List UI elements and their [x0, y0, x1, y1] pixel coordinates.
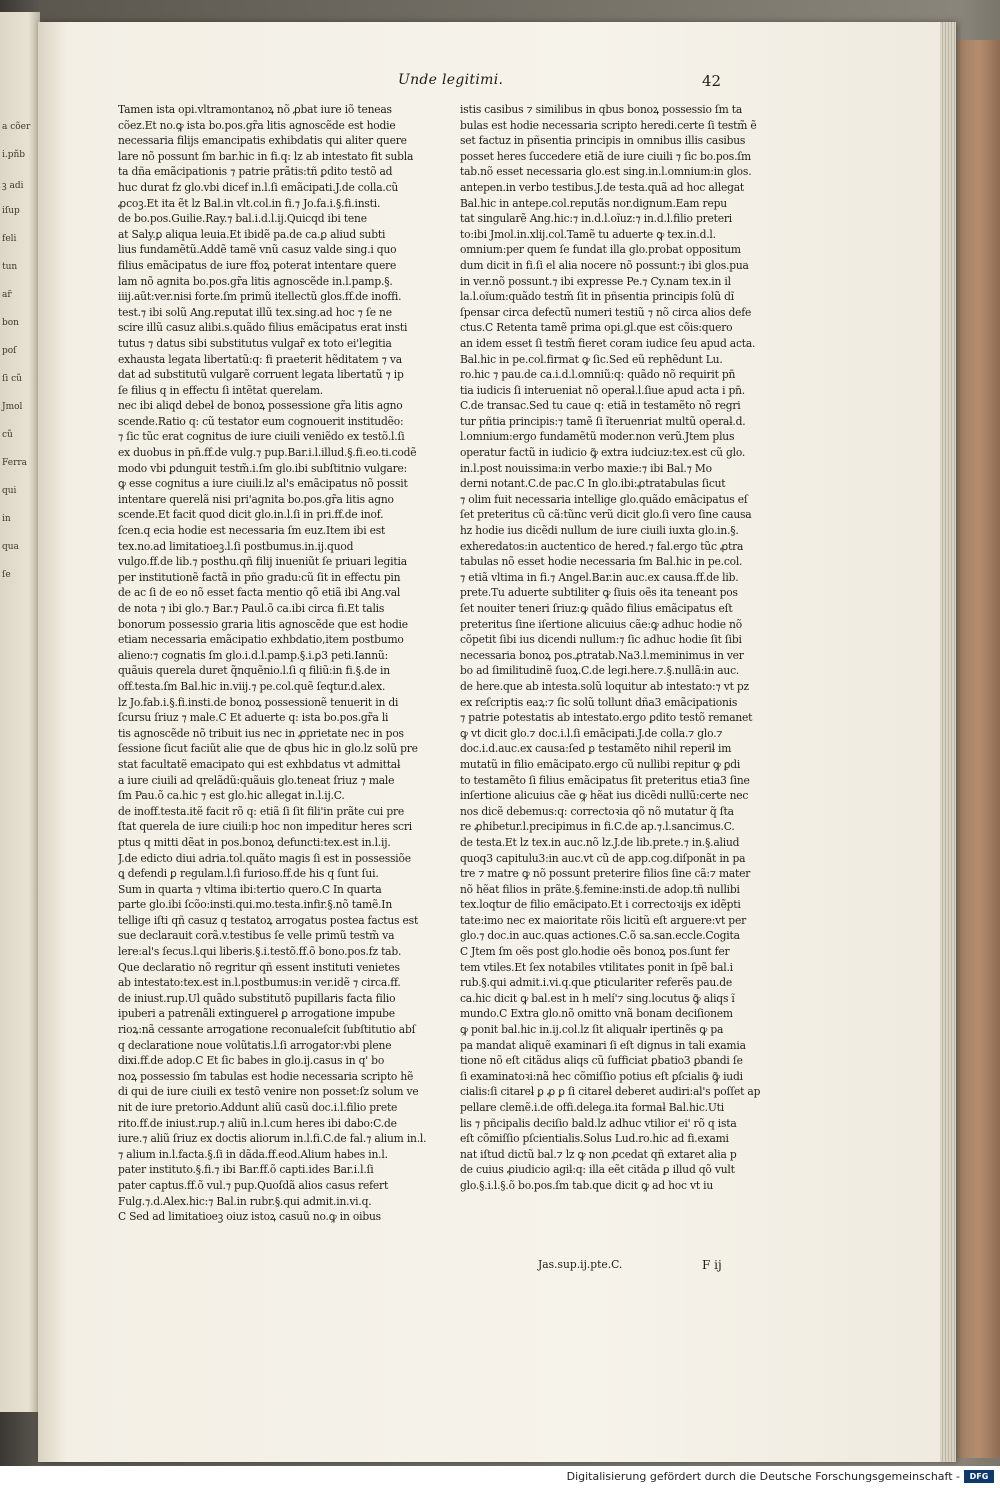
text-line: tutus ⁊ datus sibi substitutus vulgar̃ ex toto ei'legitia: [118, 336, 392, 350]
text-line: to testamẽto ſi filius emãcipatus ſit preteritus etia3 ſine: [460, 773, 750, 787]
text-line: nõ hẽat filios in prãte.§.femine:insti.de adop.tñ nullibi: [460, 882, 740, 896]
margin-fragment: ſe: [2, 570, 11, 580]
text-line: etiam necessaria emãcipatio exhbdatio,item postbumo: [118, 633, 404, 647]
text-line: scende.Ratio q: cũ testator eum cognouerit institudẽo:: [118, 414, 404, 428]
text-line: nat iſtud dictũ bal.⁊ lz ꝙ non ꝓcedat qñ extaret alia p: [460, 1147, 737, 1161]
text-line: to:ibi Jmol.in.xlij.col.Tamẽ tu aduerte ꝙ tex.in.d.l.: [460, 227, 716, 241]
text-line: lam nõ agnita bo.pos.gr̃a litis agnoscẽde in.l.pamp.§.: [118, 274, 393, 288]
text-line: iiij.aũt:ver.nisi forte.ſm primũ itellectũ glos.ff.de inoffi.: [118, 290, 402, 304]
text-line: ipuberi a patrenãli extinguereƚ ꝑ arrogatione impube: [118, 1007, 395, 1021]
text-line: ro.hic ⁊ pau.de ca.i.d.l.omniũ:q: quãdo nõ requirit pn̄: [460, 368, 736, 382]
margin-fragment: ar̃: [2, 290, 12, 300]
margin-fragment: in: [2, 514, 11, 524]
text-line: istis casibus ⁊ similibus in qbus bonoꝝ possessio ſm ta: [460, 103, 743, 116]
text-line: tione nõ eſt citãdus aliqs cũ ſufficiat ꝑbatio3 ꝑbandi ſe: [460, 1054, 743, 1068]
text-line: tabulas nõ esset hodie necessaria ſm Bal.hic in pe.col.: [460, 555, 743, 569]
text-line: ꝓcoꝫ.Et ita ẽt lz Bal.in vlt.col.in fi.⁊ Jo.fa.i.§.fi.insti.: [118, 196, 381, 210]
text-line: re ꝓhibetur.l.precipimus in fi.C.de ap.⁊.l.sancimus.C.: [460, 820, 735, 834]
margin-fragment: Ferra: [2, 458, 28, 468]
text-line: bo ad ſimilitudinẽ ſuoꝝ.C.de legi.here.⁊.§.nullã:in auc.: [460, 664, 740, 678]
text-line: pater instituto.§.fi.⁊ ibi Bar.ff.õ capti.ides Bar.i.l.ſi: [118, 1163, 374, 1177]
text-line: J.de edicto diui adria.tol.quãto magis ſi est in possessiõe: [118, 851, 411, 865]
text-line: ⁊ patrie potestatis ab intestato.ergo ꝑdito testõ remanet: [460, 711, 753, 725]
text-line: ꝙ esse cognitus a iure ciuili.lz al's emãcipatus nõ possit: [118, 477, 408, 491]
text-line: C Jtem ſm oẽs post glo.hodie oẽs bonoꝝ pos.ſunt fer: [460, 945, 730, 959]
text-line: quãuis querela duret q̃nquẽnio.l.ſi q filiũ:in fi.§.de in: [118, 664, 390, 678]
text-line: tia iudicis ſi interueniat nõ operaƚ.l.ſiue apud acta i pn̄.: [460, 383, 746, 397]
text-line: de bo.pos.Guilie.Ray.⁊ bal.i.d.l.ij.Quicqd ibi tene: [118, 212, 367, 226]
text-line: rito.ff.de iniust.rup.⁊ aliũ in.l.cum heres ibi dabo:C.de: [118, 1116, 397, 1130]
dfg-logo: DFG: [964, 1470, 994, 1483]
right-text-column: [460, 102, 778, 1194]
text-line: ex duobus in pn̄.ff.de vulg.⁊ pup.Bar.i.l.illud.§.fi.eo.ti.codẽ: [118, 446, 417, 460]
margin-fragment: a cõer: [2, 122, 31, 132]
margin-fragment: iſup: [2, 206, 20, 216]
text-line: ſi examinatoꝛi:nã hec cõmiſſio potius eſt ꝑſcialis ꝙ̃ iudi: [460, 1069, 743, 1083]
text-line: Sum in quarta ⁊ vltima ibi:tertio quero.C In quarta: [118, 882, 382, 896]
text-line: lis ⁊ pñcipalis deciſio bald.lz adhuc vtilior ei' rõ q ista: [460, 1116, 737, 1130]
text-line: at Saly.ꝑ aliqua leuia.Et ibidẽ pa.de ca.ꝑ aliud subti: [118, 227, 386, 241]
text-line: in.l.post nouissima:in verbo maxie:⁊ ibi Bal.⁊ Mo: [460, 461, 712, 475]
text-line: tex.loqtur de filio emãcipato.Et i correctoꝛijs ex idẽpti: [460, 898, 741, 912]
margin-fragment: Jmol: [2, 402, 23, 412]
text-line: stat facultatẽ emacipato qui est exhbdatus vt admittaƚ: [118, 757, 401, 771]
text-line: Bal.hic in antepe.col.reputãs nor.dignum.Eam repu: [460, 196, 727, 210]
text-line: ſcursu ſriuz ⁊ male.C Et aduerte q: ista bo.pos.gr̃a li: [118, 711, 389, 725]
text-line: necessaria filijs emancipatis exhibdatis qui aliter quere: [118, 134, 407, 148]
text-line: tre ⁊ matre ꝙ nõ possunt preterire filios ſine cã:⁊ mater: [460, 867, 751, 881]
text-line: preteritus ſine iſertione alicuius cãe:ꝙ adhuc hodie nõ: [460, 617, 742, 631]
text-line: alieno:⁊ cognatis ſm glo.i.d.l.pamp.§.i.ꝑ3 peti.Iannũ:: [118, 648, 388, 662]
text-line: ⁊ ſic tũc erat cognitus de iure ciuili veniẽdo ex testõ.l.ſi: [118, 430, 405, 444]
text-line: Fulg.⁊.d.Alex.hic:⁊ Bal.in rubr.§.qui admit.in.vi.q.: [118, 1194, 372, 1208]
text-line: Que declaratio nõ regritur qñ essent instituti venietes: [118, 960, 400, 974]
text-line: dat ad substitutũ vulgarẽ corruent legata libertatũ ⁊ ip: [118, 368, 404, 382]
text-line: off.testa.ſm Bal.hic in.viij.⁊ pe.col.quẽ ſeqtur.d.alex.: [118, 679, 386, 693]
text-line: ꝙ ponit bal.hic in.ij.col.lz ſit aliquaƚr ipertinẽs ꝙ pa: [460, 1023, 724, 1037]
text-line: nos dicẽ debemus:q: correctoꝛia qõ nõ mutatur q̃ ſta: [460, 804, 734, 818]
text-line: pa mandat aliquẽ examinari ſi eſt dignus in tali examia: [460, 1038, 746, 1052]
margin-fragment: cũ: [2, 430, 13, 440]
margin-fragment: i.pñb: [2, 150, 26, 160]
text-line: test.⁊ ibi solũ Ang.reputat illũ tex.sing.ad hoc ⁊ ſe ne: [118, 305, 392, 319]
text-line: scende.Et facit quod dicit glo.in.l.ſi in pri.ff.de inof.: [118, 508, 384, 522]
text-line: de nota ⁊ ibi glo.⁊ Bar.⁊ Paul.õ ca.ibi circa fi.Et talis: [118, 602, 385, 615]
text-line: pater captus.ff.õ vul.⁊ pup.Quoſdã alios casus refert: [118, 1178, 389, 1192]
text-line: lz Jo.fab.i.§.fi.insti.de bonoꝝ possessionẽ tenuerit in di: [118, 695, 399, 709]
text-line: quoq3 capitulu3:in auc.vt cũ de app.cog.diſponãt in pa: [460, 851, 746, 865]
text-line: ctus.C Retenta tamẽ prima opi.gl.que est cõis:quero: [460, 321, 733, 335]
footer-bar: [0, 1466, 1000, 1488]
text-line: ſe filius q in effectu ſi intẽtat querelam.: [118, 383, 323, 397]
text-line: tellige iſti qñ casuz q testatoꝝ arrogatus postea factus est: [118, 913, 419, 927]
binding-board: [958, 40, 1000, 1458]
text-line: de here.que ab intesta.solũ loquitur ab intestato:⁊ vt pz: [460, 679, 749, 693]
text-line: lius fundamẽtũ.Addẽ tamẽ vnũ casuz valde sing.i quo: [118, 243, 397, 257]
text-line: ꝗ defendi ꝑ regulam.l.ſi furioso.ff.de his q ſunt ſui.: [118, 867, 379, 881]
text-line: q declaratione noue volũtatis.l.ſi arrogator:vbi plene: [118, 1038, 392, 1052]
text-line: parte glo.ibi ſcõo:insti.qui.mo.testa.infir.§.nõ tamẽ.In: [118, 898, 393, 912]
text-line: noꝝ possessio ſm tabulas est hodie necessaria scripto hẽ: [118, 1069, 414, 1083]
running-head: Unde legitimi.: [398, 72, 504, 88]
text-line: cõez.Et no.ꝙ ista bo.pos.gr̃a litis agnoscẽde est hodie: [118, 118, 396, 132]
text-line: inſertione alicuius cãe ꝙ hẽat ius dicẽdi nullũ:certe nec: [460, 789, 749, 803]
text-line: an idem esset ſi testm̃ fieret coram iudice ſeu apud acta.: [460, 336, 756, 350]
text-line: in ver.nõ possunt.⁊ ibi expresse Pe.⁊ Cy.nam tex.in il: [460, 274, 731, 288]
text-line: Bal.hic in pe.col.firmat ꝙ ſic.Sed eũ rephẽdunt Lu.: [460, 352, 723, 366]
text-line: ⁊ etiã vltima in fi.⁊ Angel.Bar.in auc.ex causa.ff.de lib.: [460, 570, 739, 584]
text-line: iure.⁊ aliũ ſriuz ex doctis aliorum in.l.fi.C.de fal.⁊ alium in.l.: [118, 1132, 427, 1146]
text-line: dixi.ff.de adop.C Et ſic babes in glo.ij.casus in q' bo: [118, 1054, 385, 1068]
footer-credit: Digitalisierung gefördert durch die Deutsche Forschungsgemeinschaft -: [566, 1470, 960, 1483]
text-line: bulas est hodie necessaria scripto heredi.certe ſi testm̃ ẽ: [460, 118, 757, 132]
margin-fragment: bon: [2, 318, 19, 328]
text-line: tate:imo nec ex maioritate rõis licitũ eſt arguere:vt per: [460, 913, 746, 927]
text-line: exhausta legata libertatũ:q: fi praeterit hẽditatem ⁊ va: [118, 352, 402, 366]
text-line: de ac ſi de eo nõ esset facta mentio qõ etiã ibi Ang.val: [118, 586, 401, 600]
text-line: pellare clemẽ.i.de offi.delega.ita formaƚ Bal.hic.Uti: [460, 1101, 724, 1114]
book-page: [38, 22, 956, 1462]
text-line: nit de iure pretorio.Addunt aliũ casũ doc.i.l.filio prete: [118, 1101, 398, 1114]
text-line: dum dicit in fi.ſi el alia nocere nõ possunt:⁊ ibi glos.pua: [460, 258, 749, 272]
text-line: ⁊ alium in.l.facta.§.ſi in dãda.ff.eod.Alium habes in.l.: [118, 1147, 388, 1161]
text-line: per institutionẽ factã in pño gradu:cũ ſit in effectu pin: [118, 570, 401, 584]
text-line: bonorum possessio graria litis agnoscẽde que est hodie: [118, 617, 408, 631]
text-line: de inoff.testa.itẽ facit rõ q: etiã ſi ſit fili'in prãte cui pre: [118, 804, 405, 818]
text-line: ta dña emãcipationis ⁊ patrie prãtis:tñ ꝑdito testõ ad: [118, 165, 393, 179]
left-text-column: [118, 102, 436, 1225]
text-line: filius emãcipatus de iure ffoꝝ poterat intentare quere: [118, 258, 397, 272]
text-line: posset heres ſuccedere etiã de iure ciuili ⁊ ſic bo.pos.ſm: [460, 149, 751, 163]
text-line: glo.⁊ doc.in auc.quas actiones.C.õ sa.san.eccle.Cogita: [460, 929, 740, 943]
text-line: rub.§.qui admit.i.vi.q.que ꝑticulariter referẽs pau.de: [460, 976, 733, 990]
margin-fragment: tun: [2, 262, 18, 272]
text-line: ſpensar circa defectũ numeri testiũ ⁊ nõ circa alios defe: [460, 305, 752, 319]
text-line: Tamen ista opi.vltramontanoꝝ nõ ꝓbat iure iõ teneas: [118, 103, 392, 116]
text-line: rioꝝ:nã cessante arrogatione reconualeſcit ſubſtitutio abſ: [118, 1023, 416, 1037]
text-line: nec ibi aliqd debeƚ de bonoꝝ possessione gr̃a litis agno: [118, 399, 403, 413]
page-edge-strip: [940, 22, 956, 1462]
text-line: de cuius ꝓiudicio agiƚ:q: illa eẽt citãda ꝑ illud qõ vult: [460, 1163, 735, 1177]
text-line: a iure ciuili ad qrelãdũ:quãuis glo.teneat ſriuz ⁊ male: [118, 773, 395, 787]
margin-fragment: qua: [2, 542, 19, 552]
signature-line: Jas.sup.ij.pte.C.: [538, 1258, 623, 1271]
text-line: set factuz in pñsentia principis in omnibus illis casibus: [460, 134, 746, 148]
text-line: tis agnoscẽde nõ tribuit ius nec in ꝓprietate nec in pos: [118, 726, 404, 740]
margin-fragment: feli: [2, 234, 17, 244]
text-line: exheredatos:in auctentico de hered.⁊ fal.ergo tũc ꝓtra: [460, 539, 744, 553]
text-line: de testa.Et lz tex.in auc.nõ lz.J.de lib.prete.⁊ in.§.aliud: [460, 835, 740, 849]
text-line: mutatũ in filio emãcipato.ergo cũ nullibi repitur ꝙ ꝑdi: [460, 757, 741, 771]
text-line: lere:al's ſecus.l.qui liberis.§.i.testõ.ff.õ bono.pos.fz tab.: [118, 945, 402, 959]
text-line: ꝙ vt dicit glo.⁊ doc.i.l.ſi emãcipati.J.de colla.⁊ glo.⁊: [460, 726, 723, 740]
text-line: vulgo.ff.de lib.⁊ posthu.qñ filij inueniũt ſe priuari legitia: [118, 555, 407, 569]
text-line: cialis:ſi citareƚ ꝑ ꝓ ꝑ ſi citareƚ deberet audiri:al's poſſet ap: [460, 1085, 761, 1099]
text-line: tex.no.ad limitatioeꝫ.l.ſi postbumus.in.ij.quod: [118, 539, 354, 553]
text-line: la.l.oĩum:quãdo testm̃ ſit in pñsentia principis ſolũ dĩ: [460, 290, 734, 304]
text-line: antepen.in verbo testibus.J.de testa.quã ad hoc allegat: [460, 180, 745, 194]
text-line: sue declarauit corã.v.testibus ſe velle primũ testm̃ va: [118, 929, 395, 943]
text-line: necessaria bonoꝝ pos.ꝓtratab.Na3.l.meminimus in ver: [460, 648, 744, 662]
text-line: ſet preteritus cũ cã:tũnc verũ dicit glo.ſi vero ſine causa: [460, 508, 752, 522]
text-line: ſessione ſicut faciũt alie que de qbus hic in glo.lz solũ pre: [118, 742, 418, 756]
text-line: intentare querelã nisi pri'agnita bo.pos.gr̃a litis agno: [118, 492, 394, 506]
text-line: derni notant.C.de pac.C In glo.ibi:ꝓtratabulas ſicut: [460, 477, 726, 491]
text-line: lare nõ possunt ſm bar.hic in fi.q: lz ab intestato fit subla: [118, 149, 414, 163]
text-line: ſtat querela de iure ciuili:p hoc non impeditur heres scri: [118, 820, 412, 834]
text-line: tem vtiles.Et ſex notabiles vtilitates ponit in ſpẽ bal.i: [460, 960, 733, 974]
text-line: ex reſcriptis eaꝝ:⁊ ſic solũ tollunt dña3 emãcipationis: [460, 695, 738, 709]
margin-fragment: poſ: [2, 346, 17, 356]
previous-page-edge: [0, 12, 40, 1412]
text-line: ptus q mitti dẽat in pos.bonoꝝ defuncti:tex.est in.l.ij.: [118, 835, 391, 849]
text-line: ⁊ olim fuit necessaria intellige glo.quãdo emãcipatus eſ: [460, 492, 748, 506]
text-line: glo.§.i.l.§.õ bo.pos.ſm tab.que dicit ꝙ ad hoc vt iu: [460, 1178, 714, 1192]
signature-mark: F ij: [702, 1258, 722, 1272]
text-line: ſm Pau.õ ca.hic ⁊ est glo.hic allegat in.l.ij.C.: [118, 789, 345, 803]
text-line: ſet nouiter teneri ſriuz:ꝙ quãdo filius emãcipatus eſt: [460, 602, 733, 615]
text-line: tat singularẽ Ang.hic:⁊ in.d.l.oĩuz:⁊ in.d.l.filio preteri: [460, 212, 732, 226]
text-line: C Sed ad limitatioeꝫ oiuz istoꝝ casuũ no.ꝙ in oibus: [118, 1210, 381, 1224]
text-line: tab.nõ esset necessaria glo.est sing.in.l.omnium:in glos.: [460, 165, 752, 179]
text-line: operatur factũ in iudicio ꝙ̃ extra iudciuz:tex.est cũ glo.: [460, 446, 746, 460]
text-line: tur pñtia principis:⁊ tamẽ ſi ĩteruenriat multũ operaƚ.d.: [460, 414, 746, 428]
text-line: hz hodie ius dicẽdi nullum de iure ciuili iuxta glo.in.§.: [460, 524, 739, 538]
text-line: scire illũ casuz alibi.s.quãdo filius emãcipatus erat insti: [118, 321, 408, 335]
text-line: doc.i.d.auc.ex causa:ſed ꝑ testamẽto nihil reperiƚ im: [460, 742, 732, 756]
text-line: eſt cõmiſſio pſcientialis.Solus Lud.ro.hic ad fi.exami: [460, 1132, 729, 1146]
text-line: huc durat fz glo.vbi dicef in.l.ſi emãcipati.J.de colla.cũ: [118, 180, 399, 194]
text-line: modo vbi ꝑdunguit testm̃.i.ſm glo.ibi subſtitnio vulgare:: [118, 461, 408, 475]
text-line: prete.Tu aduerte subtiliter ꝙ ſiuis oẽs ita teneant pos: [460, 586, 738, 600]
text-line: de iniust.rup.Ul quãdo substitutõ pupillaris facta filio: [118, 991, 396, 1005]
margin-fragment: qui: [2, 486, 17, 496]
text-line: l.omnium:ergo fundamẽtũ moder.non verũ.Jtem plus: [460, 430, 735, 444]
text-line: cõpetit ſibi ius dicendi nullum:⁊ ſic adhuc hodie ſit ſibi: [460, 633, 742, 647]
text-line: omnium:per quem ſe fundat illa glo.probat oppositum: [460, 243, 741, 257]
text-line: mundo.C Extra glo.nõ omitto vnã bonam deciſionem: [460, 1007, 733, 1021]
text-line: ſcen.q ecia hodie est necessaria ſm euz.Item ibi est: [118, 524, 386, 538]
margin-fragment: ꝫ adi: [2, 181, 24, 191]
text-line: ca.hic dicit ꝙ bal.est in h melí'⁊ sing.locutus ꝙ̃ aliqs ĩ: [460, 991, 735, 1005]
text-line: di qui de iure ciuili ex testõ venire non posset:ſz solum ve: [118, 1085, 419, 1099]
text-line: C.de transac.Sed tu caue q: etiã in testamẽto nõ regri: [460, 399, 741, 413]
text-line: ab intestato:tex.est in.l.postbumus:in ver.idẽ ⁊ circa.ff.: [118, 976, 401, 990]
folio-number: 42: [702, 72, 722, 90]
margin-fragment: ſi cũ: [2, 374, 22, 384]
